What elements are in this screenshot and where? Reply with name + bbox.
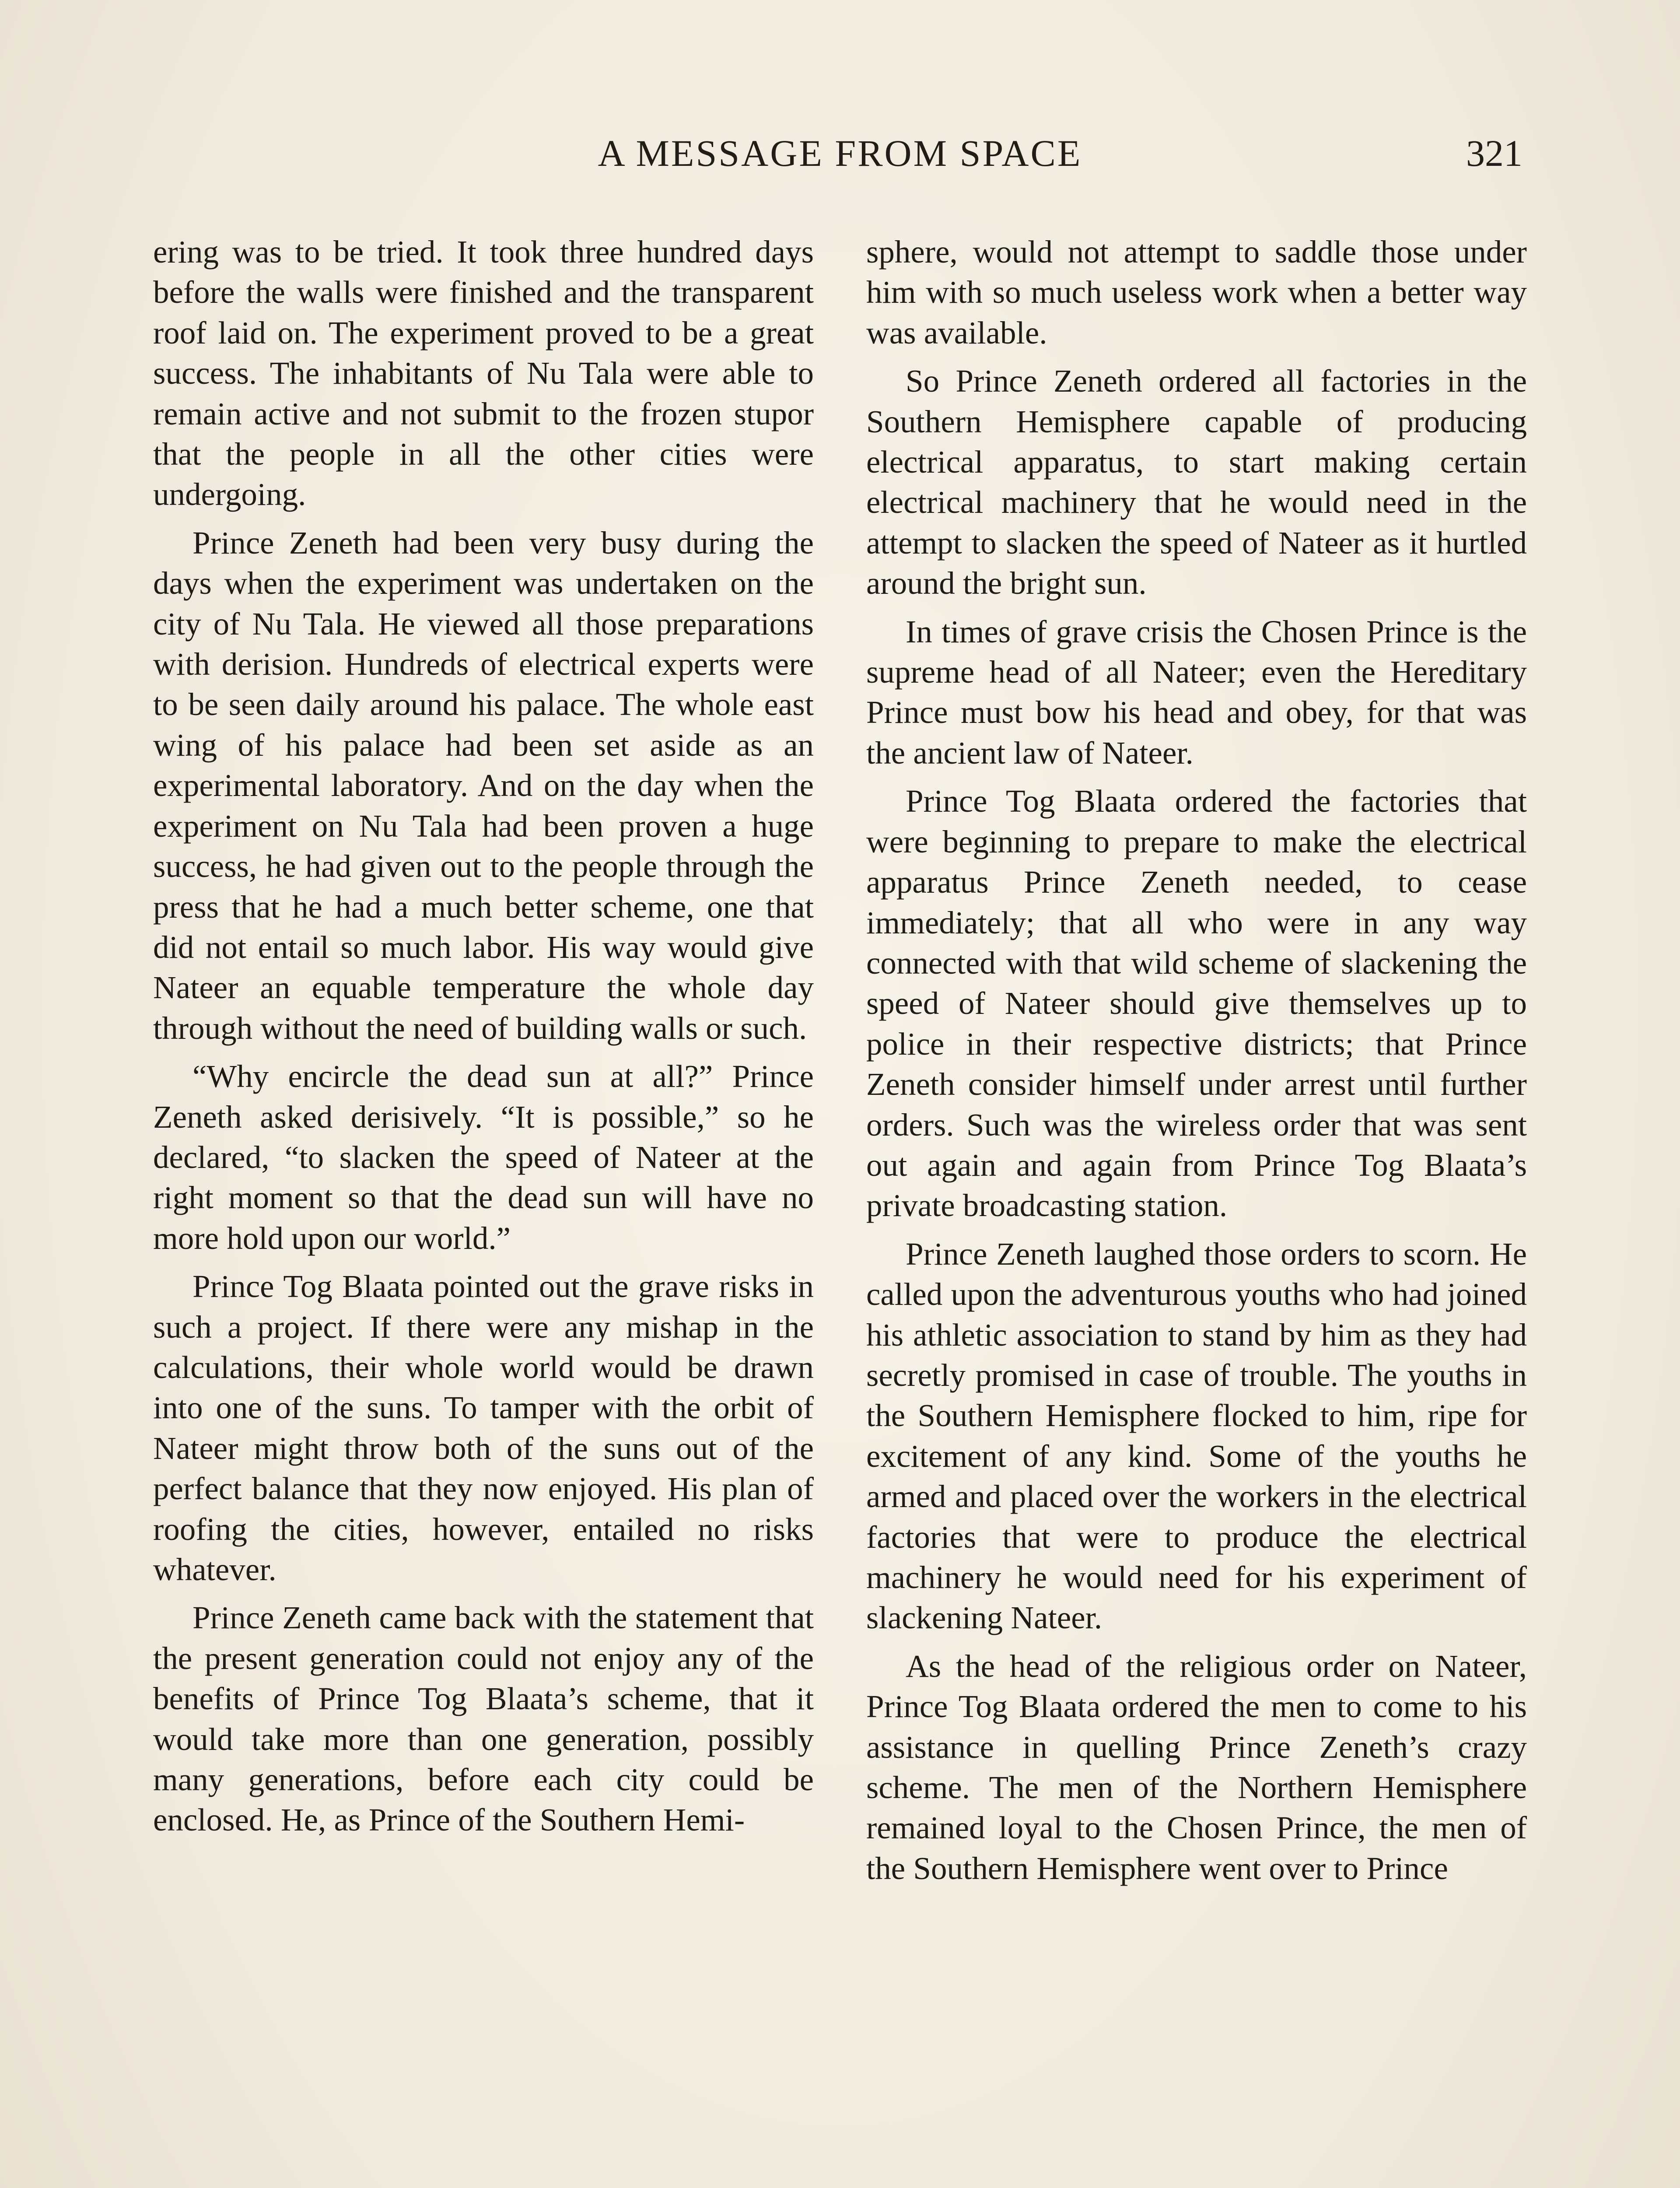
right-paragraph-4: Prince Tog Blaata ordered the factories that were beginning to prepare to make the electrical apparatus Prince Zeneth needed, to cease immediately; that all who were in any way connected with that wild scheme of slackening the speed of Nateer should give themselves up to police in their respective districts; that Prince Zeneth consider himself under arrest until further orders. Such was the wireless order that was sent out again and again from Prince Tog Blaata’s private broadcasting station. bbox=[866, 783, 1527, 1224]
left-paragraph-5: Prince Zeneth came back with the statement that the present generation could not enjoy any of the benefits of Prince Tog Blaata’s scheme, that it would take more than one generation, possibly many generations, before each city could be enclosed. He, as Prince of the Southern Hemi- bbox=[153, 1600, 814, 1838]
right-paragraph-6: As the head of the religious order on Nateer, Prince Tog Blaata ordered the men to come to his assistance in quelling Prince Zeneth’s crazy scheme. The men of the Northern Hemisphere remained loyal to the Chosen Prince, the men of the Southern Hemisphere went over to Prince bbox=[866, 1648, 1527, 1886]
page-number: 321 bbox=[1466, 132, 1522, 174]
left-paragraph-2: Prince Zeneth had been very busy during the days when the experiment was undertaken on the city of Nu Tala. He viewed all those preparations with derision. Hundreds of electrical experts were to be seen daily around his palace. The whole east wing of his palace had been set aside as an experimental laboratory. And on the day when the experiment on Nu Tala had been proven a huge success, he had given out to the people through the press that he had a much better scheme, one that did not entail so much labor. His way would give Nateer an equable temperature the whole day through without the need of building walls or such. bbox=[153, 525, 814, 1046]
right-paragraph-1: sphere, would not attempt to saddle those under him with so much useless work when a better way was available. bbox=[866, 234, 1527, 351]
right-paragraph-2: So Prince Zeneth ordered all factories in the Southern Hemisphere capable of producing electrical apparatus, to start making certain electrical machinery that he would need in the attempt to slacken the speed of Nateer as it hurtled around the bright sun. bbox=[866, 363, 1527, 601]
left-paragraph-1: ering was to be tried. It took three hundred days before the walls were finished and the transparent roof laid on. The experiment proved to be a great success. The inhabitants of Nu Tala were able to remain active and not submit to the frozen stupor that the people in all the other cities were undergoing. bbox=[153, 234, 814, 512]
left-paragraph-4: Prince Tog Blaata pointed out the grave risks in such a project. If there were any mishap in the calculations, their whole world would be drawn into one of the suns. To tamper with the orbit of Nateer might throw both of the suns out of the perfect balance that they now enjoyed. His plan of roofing the cities, however, entailed no risks whatever. bbox=[153, 1269, 814, 1587]
running-title: A MESSAGE FROM SPACE bbox=[598, 132, 1082, 174]
right-column bbox=[866, 232, 1527, 1889]
left-paragraph-3: “Why encircle the dead sun at all?” Prince Zeneth asked derisively. “It is possible,” so he declared, “to slacken the speed of Nateer at the right moment so that the dead sun will have no more hold upon our world.” bbox=[153, 1059, 814, 1256]
left-column bbox=[153, 232, 814, 1841]
right-paragraph-5: Prince Zeneth laughed those orders to scorn. He called upon the adventurous youths who had joined his athletic association to stand by him as they had secretly promised in case of trouble. The youths in the Southern Hemisphere flocked to him, ripe for excitement of any kind. Some of the youths he armed and placed over the workers in the electrical factories that were to produce the electrical machinery he would need for his experiment of slackening Nateer. bbox=[866, 1236, 1527, 1636]
right-paragraph-3: In times of grave crisis the Chosen Prince is the supreme head of all Nateer; even the Hereditary Prince must bow his head and obey, for that was the ancient law of Nateer. bbox=[866, 614, 1527, 771]
